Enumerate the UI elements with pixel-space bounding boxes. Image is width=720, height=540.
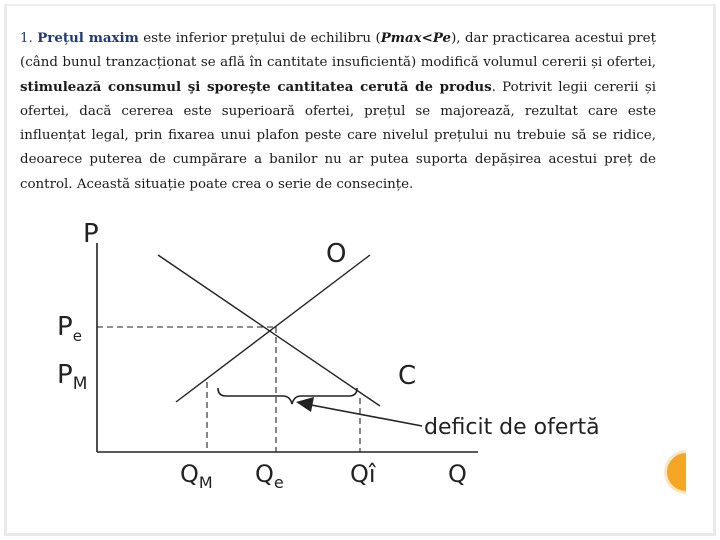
qi-label: Qî: [350, 460, 376, 488]
pe-label: $P_e$: [57, 312, 82, 345]
pm-label: $P_M$: [57, 360, 88, 394]
paragraph-text-1: este inferior prețului de echilibru (: [138, 31, 381, 46]
y-axis-label: P: [83, 219, 99, 249]
paragraph-text-2: ), dar practicarea acestui preț (când bunul tranzacționat se află în cantitate insuficientă) modifică volumul cererii și ofertei,: [20, 31, 656, 71]
deficit-arrowhead: [296, 397, 314, 412]
deficit-label: deficit de ofertă: [424, 415, 600, 440]
supply-label: O: [326, 239, 347, 269]
deficit-pointer-line: [306, 404, 422, 426]
demand-curve: [158, 255, 380, 406]
formula: Pmax<Pe: [380, 30, 452, 46]
item-number: 1.: [20, 31, 33, 46]
x-axis-label: Q: [448, 460, 467, 488]
deficit-brace: [218, 388, 357, 404]
emphasis-text: stimulează consumul şi sporeşte cantitatea cerută de produs: [20, 79, 492, 96]
qm-label: $Q_M$: [180, 460, 213, 492]
qe-label: $Q_e$: [255, 460, 284, 492]
paragraph-text-3: . Potrivit legii cererii și ofertei, dacă cererea este superioară ofertei, prețul se majorează, rezultat care este influențat legal, prin fixarea unui plafon peste care nivelul prețului nu trebuie să se ridice, deoarece puterea de cumpărare a banilor nu ar putea suporta depășirea acestui preț de control. Această situație poate crea o serie de consecințe.: [20, 80, 656, 192]
demand-label: C: [398, 361, 417, 391]
term-title: Prețul maxim: [37, 30, 139, 46]
